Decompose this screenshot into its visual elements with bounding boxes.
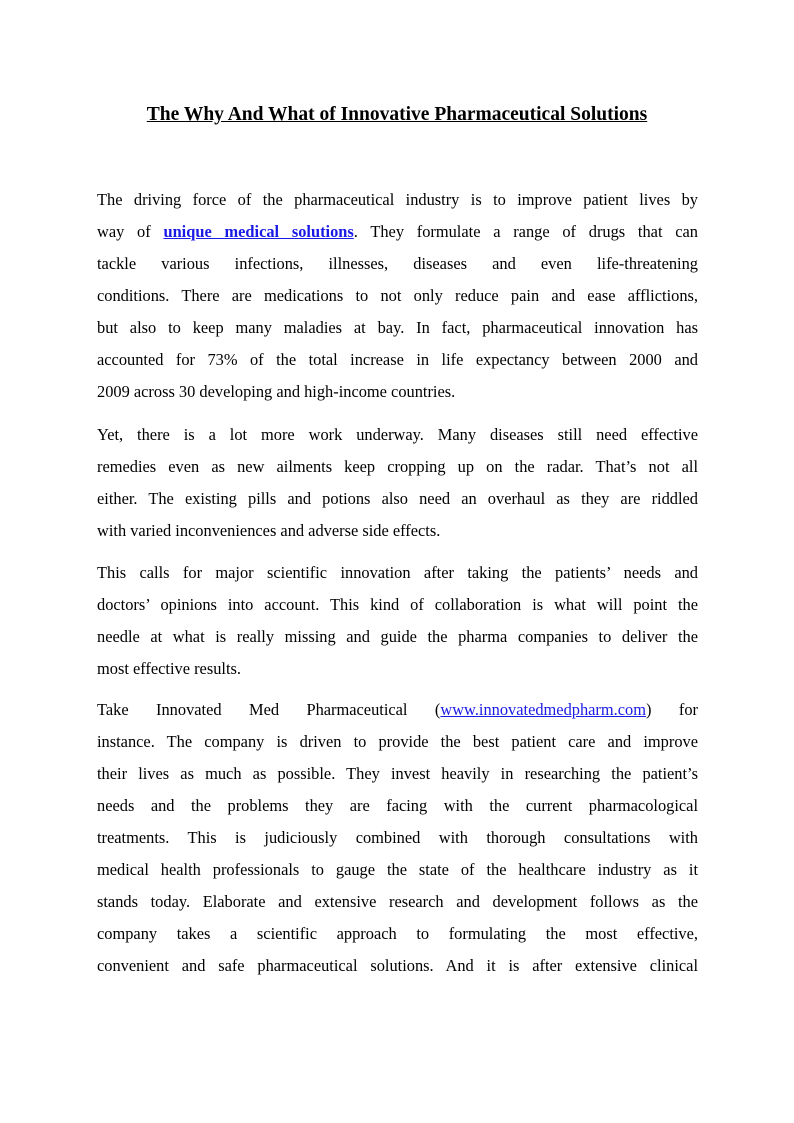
text-line: with varied inconveniences and adverse side effects. bbox=[97, 521, 441, 540]
text-fragment bbox=[435, 700, 652, 719]
document-title: The Why And What of Innovative Pharmaceutical Solutions bbox=[146, 104, 648, 125]
text-line: their lives as much as possible. They invest heavily in researching the patient’s bbox=[97, 764, 698, 783]
text-line: most effective results. bbox=[97, 659, 241, 678]
paren-open: ( bbox=[434, 700, 441, 719]
paragraph-3 bbox=[97, 562, 698, 690]
text-line: but also to keep many maladies at bay. In fact, pharmaceutical innovation has bbox=[97, 318, 698, 337]
text-fragment: way of bbox=[97, 222, 151, 241]
paragraph-4 bbox=[97, 699, 698, 987]
text-line: convenient and safe pharmaceutical solutions. And it is after extensive clinical bbox=[97, 956, 698, 975]
text-fragment: Take Innovated Med Pharmaceutical bbox=[97, 700, 408, 719]
text-line: stands today. Elaborate and extensive research and development follows as the bbox=[97, 892, 698, 911]
text-line: company takes a scientific approach to formulating the most effective, bbox=[97, 924, 698, 943]
text-fragment: . They formulate a range of drugs that can bbox=[353, 222, 698, 241]
text-line: needle at what is really missing and guide the pharma companies to deliver the bbox=[97, 627, 698, 646]
unique-medical-solutions-link[interactable]: unique medical solutions bbox=[163, 222, 354, 241]
text-line: conditions. There are medications to not only reduce pain and ease afflictions, bbox=[97, 286, 698, 305]
text-fragment: for bbox=[678, 700, 698, 719]
text-line bbox=[97, 221, 698, 253]
text-line: instance. The company is driven to provide the best patient care and improve bbox=[97, 732, 698, 751]
text-line: The driving force of the pharmaceutical industry is to improve patient lives by bbox=[97, 190, 698, 209]
innovatedmedpharm-website-link[interactable]: www.innovatedmedpharm.com bbox=[440, 700, 646, 719]
text-line: treatments. This is judiciously combined with thorough consultations with bbox=[97, 828, 698, 847]
text-line: tackle various infections, illnesses, diseases and even life-threatening bbox=[97, 254, 698, 273]
text-line: either. The existing pills and potions also need an overhaul as they are riddled bbox=[97, 489, 698, 508]
paragraph-1 bbox=[97, 189, 698, 413]
text-line: 2009 across 30 developing and high-income countries. bbox=[97, 382, 456, 401]
text-line: This calls for major scientific innovation after taking the patients’ needs and bbox=[97, 563, 698, 582]
text-line bbox=[97, 699, 698, 731]
text-line: medical health professionals to gauge the state of the healthcare industry as it bbox=[97, 860, 698, 879]
text-line: accounted for 73% of the total increase in life expectancy between 2000 and bbox=[97, 350, 698, 369]
text-line: remedies even as new ailments keep cropping up on the radar. That’s not all bbox=[97, 457, 698, 476]
text-line: doctors’ opinions into account. This kind of collaboration is what will point the bbox=[97, 595, 698, 614]
text-line: Yet, there is a lot more work underway. Many diseases still need effective bbox=[97, 425, 698, 444]
paren-close: ) bbox=[645, 700, 652, 719]
paragraph-2 bbox=[97, 424, 698, 552]
text-line: needs and the problems they are facing with the current pharmacological bbox=[97, 796, 698, 815]
